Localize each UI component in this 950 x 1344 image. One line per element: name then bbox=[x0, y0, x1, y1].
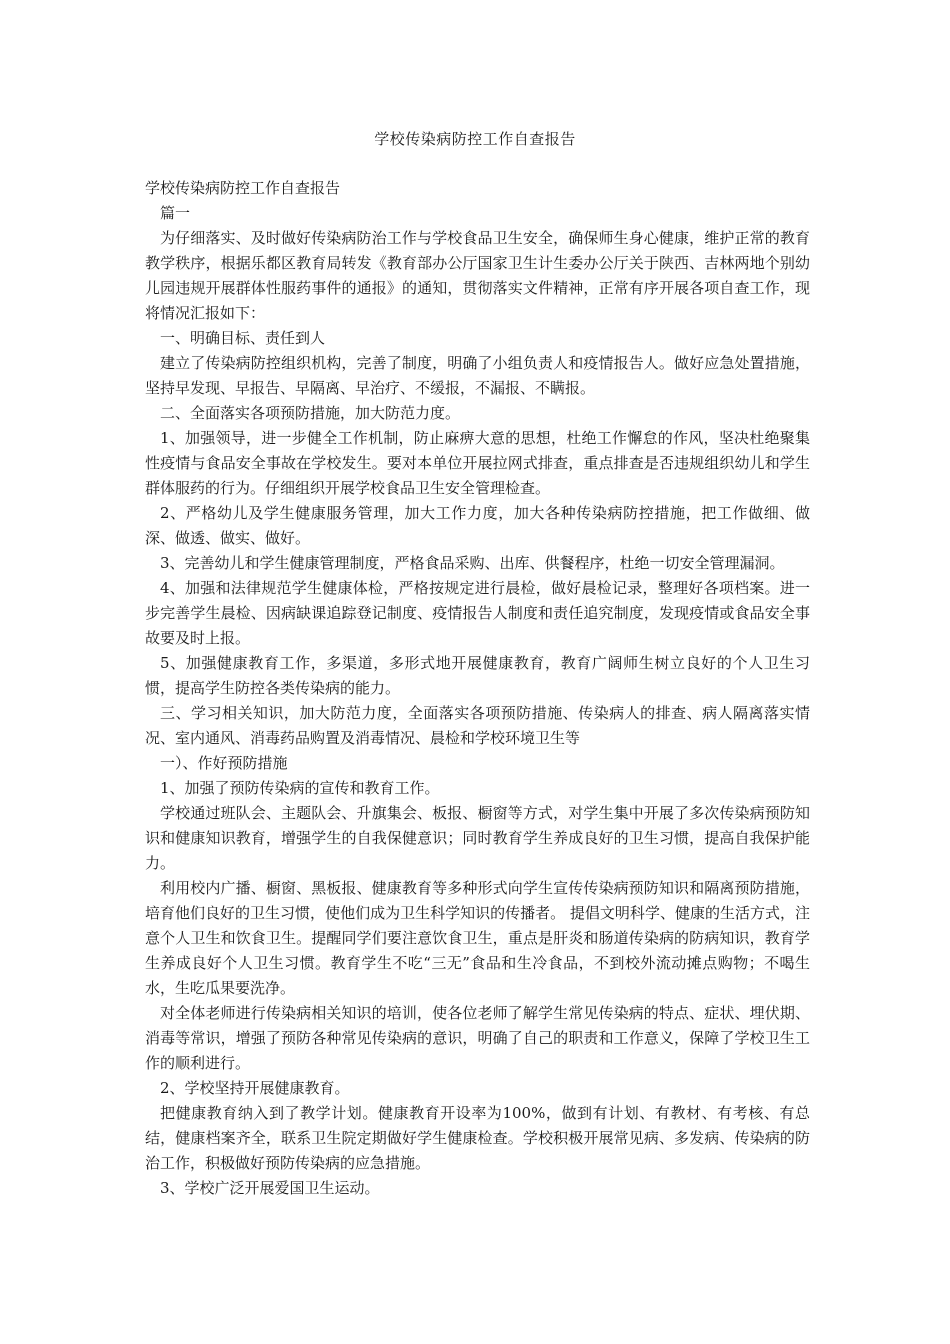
subsection-heading: 一）、作好预防措施 bbox=[160, 754, 288, 772]
paragraph: 2、严格幼儿及学生健康服务管理，加大工作力度，加大各种传染病防控措施，把工作做细、做深、做透、做实、做好。 bbox=[145, 504, 810, 547]
paragraph: 对全体老师进行传染病相关知识的培训，使各位老师了解学生常见传染病的特点、症状、埋伏期、消毒等常识，增强了预防各种常见传染病的意识，明确了自己的职责和工作意义，保障了学校卫生工作的顺利进行。 bbox=[145, 1004, 810, 1072]
paragraph: 1、加强领导，进一步健全工作机制，防止麻痹大意的思想，杜绝工作懈怠的作风，坚决杜绝聚集性疫情与食品安全事故在学校发生。要对本单位开展拉网式排查，重点排查是否违规组织幼儿和学生群体服药的行为。仔细组织开展学校食品卫生安全管理检查。 bbox=[145, 429, 810, 497]
section-heading: 一、明确目标、责任到人 bbox=[160, 329, 326, 347]
section-label: 篇一 bbox=[160, 204, 191, 222]
paragraph: 建立了传染病防控组织机构，完善了制度，明确了小组负责人和疫情报告人。做好应急处置措施，坚持早发现、早报告、早隔离、早治疗、不缓报，不漏报、不瞒报。 bbox=[145, 354, 810, 397]
paragraph: 3、完善幼儿和学生健康管理制度，严格食品采购、出库、供餐程序，杜绝一切安全管理漏洞。 bbox=[160, 554, 785, 572]
paragraph: 为仔细落实、及时做好传染病防治工作与学校食品卫生安全，确保师生身心健康，维护正常的教育教学秩序，根据乐都区教育局转发《教育部办公厅国家卫生计生委办公厅关于陕西、吉林两地个别幼儿园违规开展群体性服药事件的通报》的通知，贯彻落实文件精神，正常有序开展各项自查工作，现将情况汇报如下： bbox=[145, 229, 810, 322]
paragraph: 学校通过班队会、主题队会、升旗集会、板报、橱窗等方式，对学生集中开展了多次传染病预防知识和健康知识教育，增强学生的自我保健意识；同时教育学生养成良好的卫生习惯，提高自我保护能力。 bbox=[145, 804, 810, 872]
paragraph: 1、加强了预防传染病的宣传和教育工作。 bbox=[160, 779, 440, 797]
paragraph: 把健康教育纳入到了教学计划。健康教育开设率为100%，做到有计划、有教材、有考核、有总结，健康档案齐全，联系卫生院定期做好学生健康检查。学校积极开展常见病、多发病、传染病的防治工作，积极做好预防传染病的应急措施。 bbox=[145, 1104, 810, 1172]
paragraph: 3、学校广泛开展爱国卫生运动。 bbox=[160, 1179, 380, 1197]
paragraph: 2、学校坚持开展健康教育。 bbox=[160, 1079, 350, 1097]
paragraph: 利用校内广播、橱窗、黑板报、健康教育等多种形式向学生宣传传染病预防知识和隔离预防措施，培育他们良好的卫生习惯，使他们成为卫生科学知识的传播者。 提倡文明科学、健康的生活方式，注意个人卫生和饮食卫生。提醒同学们要注意饮食卫生，重点是肝炎和肠道传染病的防病知识，教育学生养成良好个人卫生习惯。教育学生不吃“三无”食品和生冷食品，不到校外流动摊点购物；不喝生水，生吃瓜果要洗净。 bbox=[145, 879, 810, 997]
section-heading: 二、全面落实各项预防措施，加大防范力度。 bbox=[160, 404, 461, 422]
paragraph: 5、加强健康教育工作，多渠道，多形式地开展健康教育，教育广阔师生树立良好的个人卫生习惯，提高学生防控各类传染病的能力。 bbox=[145, 654, 810, 697]
paragraph: 4、加强和法律规范学生健康体检，严格按规定进行晨检，做好晨检记录，整理好各项档案。进一步完善学生晨检、因病缺课追踪登记制度、疫情报告人制度和责任追究制度，发现疫情或食品安全事故要及时上报。 bbox=[145, 579, 810, 647]
document-title: 学校传染病防控工作自查报告 bbox=[374, 130, 576, 148]
section-heading: 三、学习相关知识，加大防范力度，全面落实各项预防措施、传染病人的排查、病人隔离落实情况、室内通风、消毒药品购置及消毒情况、晨检和学校环境卫生等 bbox=[145, 704, 810, 747]
document-body bbox=[145, 176, 810, 1201]
body-heading: 学校传染病防控工作自查报告 bbox=[145, 179, 341, 197]
